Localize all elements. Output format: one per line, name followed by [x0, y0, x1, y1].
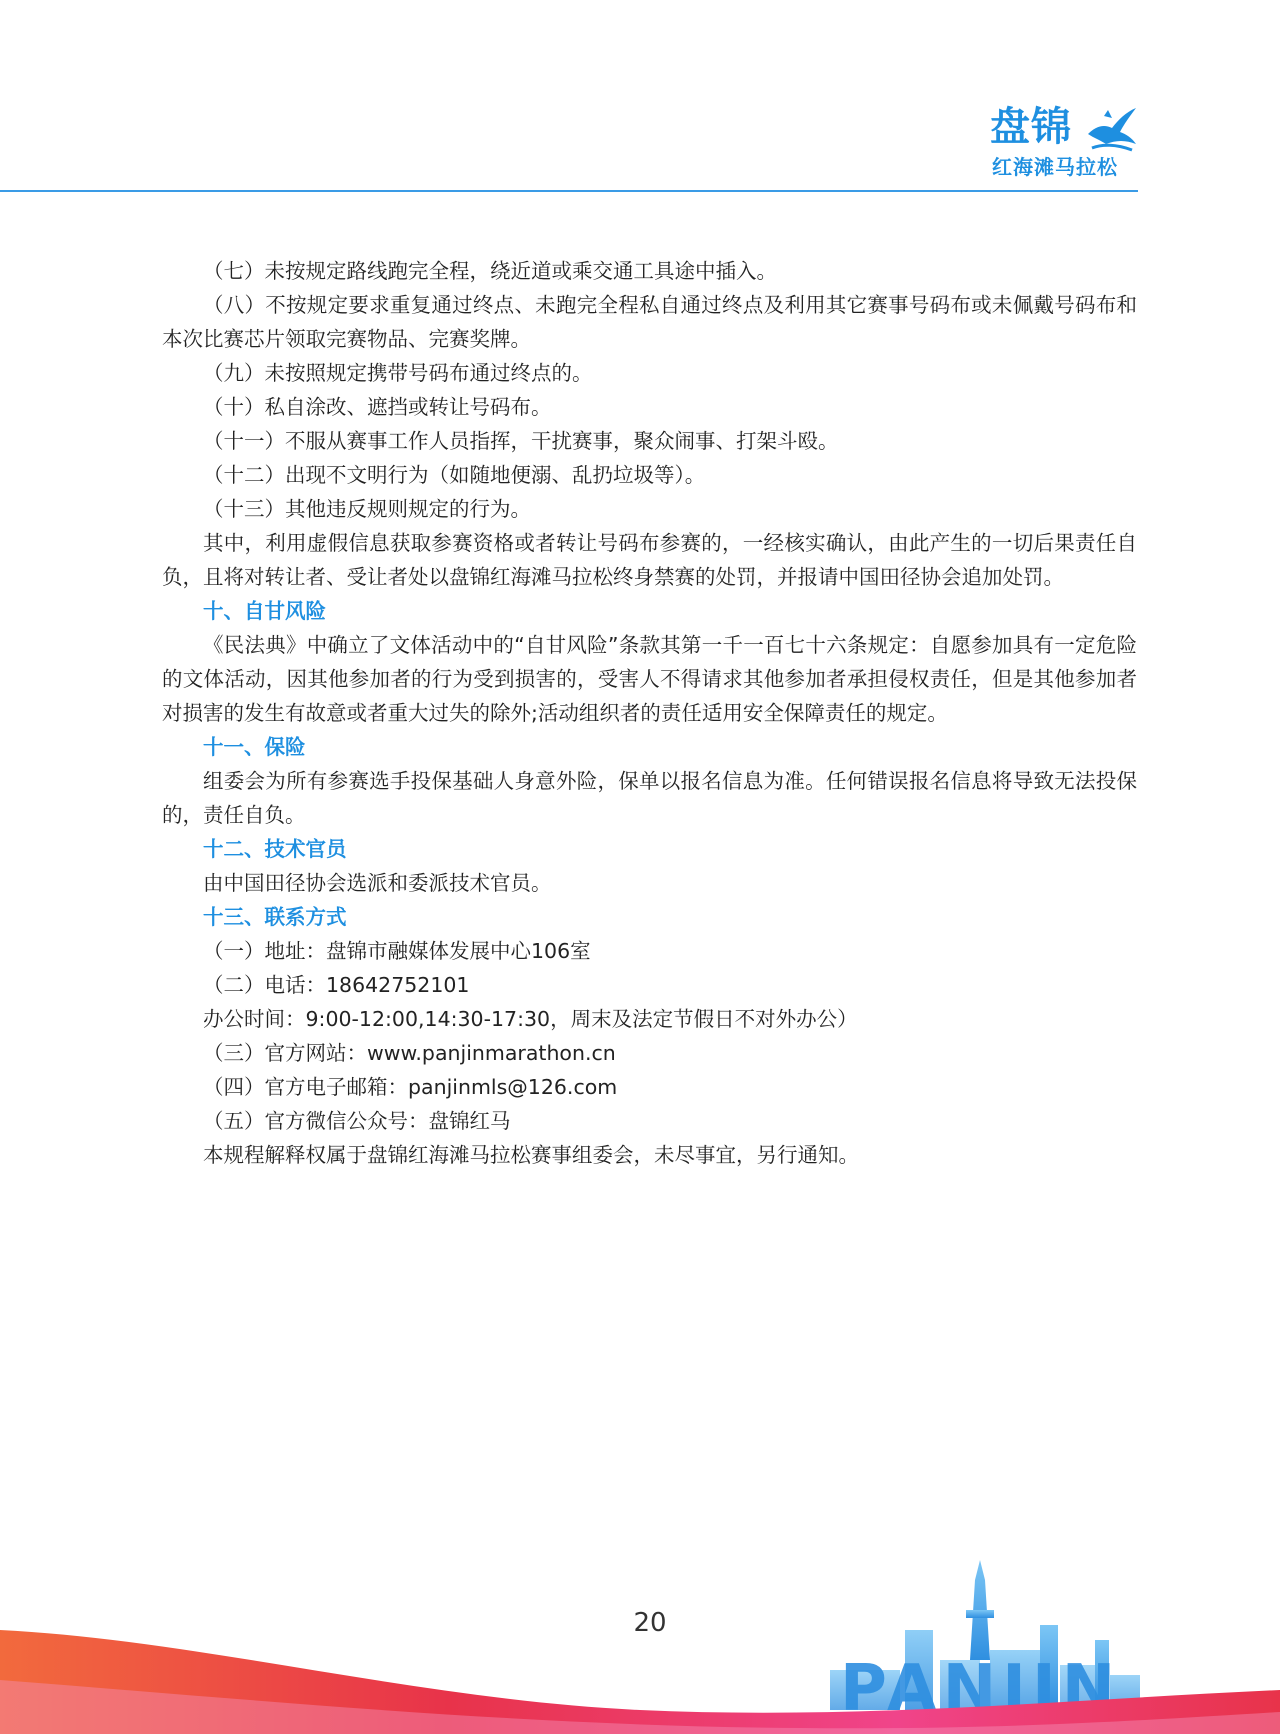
body-paragraph: 组委会为所有参赛选手投保基础人身意外险，保单以报名信息为准。任何错误报名信息将导致无法投保的，责任自负。: [162, 769, 1137, 827]
body-paragraph: 《民法典》中确立了文体活动中的“自甘风险”条款其第一千一百七十六条规定：自愿参加具有一定危险的文体活动，因其他参加者的行为受到损害的，受害人不得请求其他参加者承担侵权责任，但是其他参加者对损害的发生有故意或者重大过失的除外;活动组织者的责任适用安全保障责任的规定。: [162, 633, 1137, 725]
footer-decoration: [0, 1550, 1280, 1734]
list-item: （七）未按规定路线跑完全程，绕近道或乘交通工具途中插入。: [203, 259, 777, 283]
list-item: （十二）出现不文明行为（如随地便溺、乱扔垃圾等）。: [203, 463, 706, 487]
list-item: （十一）不服从赛事工作人员指挥，干扰赛事，聚众闹事、打架斗殴。: [203, 429, 839, 453]
list-item: （四）官方电子邮箱：panjinmls@126.com: [203, 1075, 618, 1099]
header-divider: [0, 190, 1138, 192]
body-paragraph: 本规程解释权属于盘锦红海滩马拉松赛事组委会，未尽事宜，另行通知。: [203, 1143, 859, 1167]
list-item: （二）电话：18642752101: [203, 973, 470, 997]
page-number: 20: [633, 1608, 667, 1638]
logo-main-text: 盘锦: [990, 104, 1072, 150]
list-item: （十三）其他违反规则规定的行为。: [203, 497, 531, 521]
crane-bird-icon: [1082, 104, 1140, 154]
list-item: （三）官方网站：www.panjinmarathon.cn: [203, 1041, 616, 1065]
body-paragraph: 其中，利用虚假信息获取参赛资格或者转让号码布参赛的，一经核实确认，由此产生的一切后果责任自负，且将对转让者、受让者处以盘锦红海滩马拉松终身禁赛的处罚，并报请中国田径协会追加处罚。: [162, 531, 1137, 589]
list-item: （一）地址：盘锦市融媒体发展中心106室: [203, 939, 591, 963]
list-item: （五）官方微信公众号：盘锦红马: [203, 1109, 511, 1133]
section-heading: 十一、保险: [203, 735, 306, 759]
section-heading: 十三、联系方式: [203, 905, 347, 929]
body-paragraph: 由中国田径协会选派和委派技术官员。: [203, 871, 552, 895]
list-item: （九）未按照规定携带号码布通过终点的。: [203, 361, 593, 385]
marathon-logo: [990, 102, 1140, 188]
footer-wordmark: PANJIN: [840, 1652, 1122, 1726]
regulation-body: [162, 254, 1137, 1172]
section-heading: 十、自甘风险: [203, 599, 326, 623]
body-paragraph: 办公时间：9:00-12:00,14:30-17:30，周末及法定节假日不对外办公）: [203, 1007, 858, 1031]
logo-sub-text: 红海滩马拉松: [992, 155, 1118, 179]
list-item: （十）私自涂改、遮挡或转让号码布。: [203, 395, 552, 419]
list-item: （八）不按规定要求重复通过终点、未跑完全程私自通过终点及利用其它赛事号码布或未佩戴号码布和本次比赛芯片领取完赛物品、完赛奖牌。: [162, 293, 1137, 351]
section-heading: 十二、技术官员: [203, 837, 347, 861]
